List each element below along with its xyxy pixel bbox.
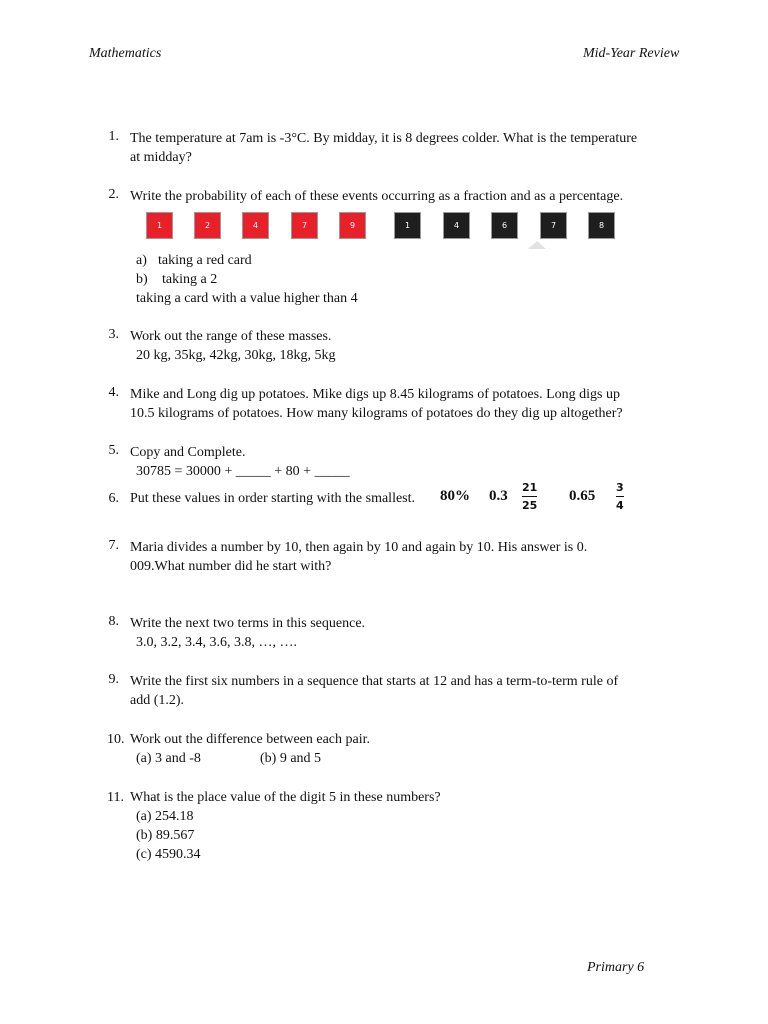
part-label: b) [136,272,148,287]
number-card: 1 [146,212,173,239]
question-text: 3.0, 3.2, 3.4, 3.6, 3.8, …, …. [136,635,297,650]
question-number: 3. [108,327,119,342]
number-card: 4 [443,212,470,239]
fraction-denominator: 4 [616,499,624,512]
number-card: 7 [291,212,318,239]
question-text: 009.What number did he start with? [130,559,332,574]
number-card: 1 [394,212,421,239]
question-text: at midday? [130,150,192,165]
header-title: Mid-Year Review [583,46,680,61]
fraction-bar [616,496,624,497]
fraction-denominator: 25 [522,499,538,512]
header-subject: Mathematics [89,46,162,61]
part-text: (b) 89.567 [136,828,195,843]
number-card: 4 [242,212,269,239]
number-card: 9 [339,212,366,239]
question-text: Write the first six numbers in a sequence that starts at 12 and has a term-to-term rule of [130,674,619,689]
question-text: Maria divides a number by 10, then again by 10 and again by 10. His answer is 0. [130,540,588,555]
part-text: (c) 4590.34 [136,847,201,862]
question-text: 10.5 kilograms of potatoes. How many kilograms of potatoes do they dig up altogether? [130,406,623,421]
question-text: Write the probability of each of these events occurring as a fraction and as a percentage. [130,189,624,204]
question-text: What is the place value of the digit 5 in these numbers? [130,790,441,805]
part-text: taking a 2 [162,272,218,287]
question-text: Copy and Complete. [130,445,246,460]
question-number: 9. [108,672,119,687]
value-decimal: 0.65 [569,488,596,504]
question-text: 20 kg, 35kg, 42kg, 30kg, 18kg, 5kg [136,348,336,363]
question-text: 30785 = 30000 + _____ + 80 + _____ [136,464,350,479]
value-decimal: 0.3 [489,488,508,504]
part-label: a) [136,253,147,268]
value-fraction [522,481,537,512]
question-number: 10. [107,732,125,747]
part-text: (a) 254.18 [136,809,194,824]
value-fraction [616,481,624,512]
question-text: Write the next two terms in this sequence. [130,616,366,631]
number-card: 8 [588,212,615,239]
fraction-numerator: 21 [522,481,538,494]
question-text: Work out the difference between each pair. [130,732,371,747]
number-card: 7 [540,212,567,239]
pointer-triangle-icon [527,240,547,250]
part-text: taking a red card [158,253,252,268]
footer-grade: Primary 6 [587,960,645,975]
question-number: 4. [108,385,119,400]
part-text: (b) 9 and 5 [260,751,322,766]
question-number: 1. [108,129,119,144]
number-card: 2 [194,212,221,239]
value-percent: 80% [440,488,470,504]
fraction-bar [522,496,537,497]
question-text: The temperature at 7am is -3°C. By midday, it is 8 degrees colder. What is the temperature [130,131,638,146]
part-text: taking a card with a value higher than 4 [136,291,358,306]
question-text: Put these values in order starting with the smallest. [130,491,416,506]
question-number: 5. [108,443,119,458]
question-text: add (1.2). [130,693,185,708]
fraction-numerator: 3 [616,481,624,494]
question-number: 7. [108,538,119,553]
question-number: 8. [108,614,119,629]
question-number: 2. [108,187,119,202]
question-text: Work out the range of these masses. [130,329,332,344]
question-number: 11. [107,790,124,805]
number-card: 6 [491,212,518,239]
question-text: Mike and Long dig up potatoes. Mike digs up 8.45 kilograms of potatoes. Long digs up [130,387,620,402]
question-number: 6. [108,491,119,506]
part-text: (a) 3 and -8 [136,751,201,766]
